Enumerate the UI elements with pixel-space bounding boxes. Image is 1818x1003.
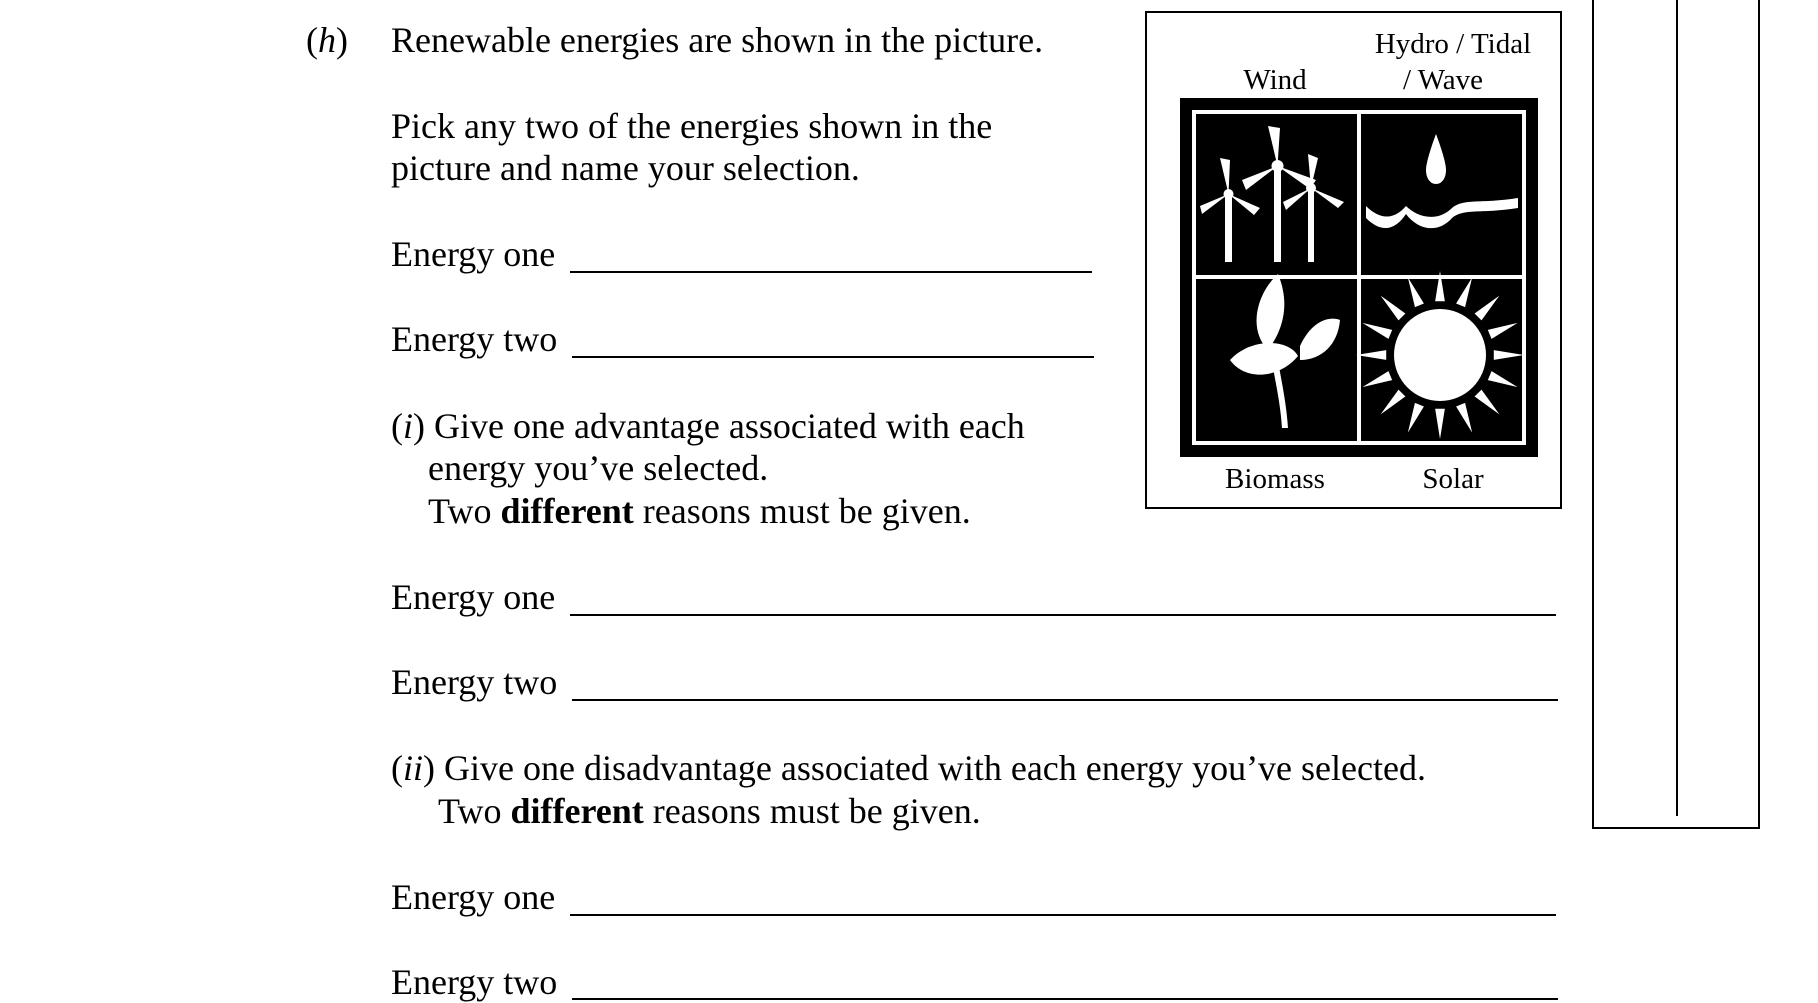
disadvantage-energy-one-answer-line[interactable] — [570, 914, 1556, 916]
part-label: (h) — [306, 20, 348, 60]
energy-one-label: Energy one — [391, 234, 556, 274]
sub-i-line3: Two different reasons must be given. — [428, 491, 971, 531]
figure-label-hydro-line2: / Wave — [1402, 64, 1484, 96]
pick-text-line1: Pick any two of the energies shown in the — [391, 106, 993, 146]
disadvantage-energy-two-answer-line[interactable] — [572, 998, 1558, 1000]
pick-text-line2: picture and name your selection. — [391, 148, 860, 188]
figure-label-solar: Solar — [1422, 463, 1484, 495]
advantage-energy-two-answer-line[interactable] — [572, 699, 1558, 701]
sub-i-line2: energy you’ve selected. — [428, 448, 769, 488]
disadvantage-energy-one-label: Energy one — [391, 877, 556, 917]
figure-label-wind: Wind — [1243, 64, 1307, 96]
disadvantage-energy-two-label: Energy two — [391, 962, 558, 1002]
marks-margin-rule — [1676, 0, 1678, 816]
sub-ii-line1: (ii) Give one disadvantage associated with each energy you’ve selected. — [391, 748, 1426, 788]
sub-i-line1: (i) Give one advantage associated with each — [391, 406, 1025, 446]
figure-label-biomass: Biomass — [1225, 463, 1325, 495]
energy-icons-grid — [1180, 98, 1538, 457]
advantage-energy-one-answer-line[interactable] — [570, 614, 1556, 616]
intro-text: Renewable energies are shown in the picture. — [391, 20, 1044, 60]
energy-one-answer-line[interactable] — [570, 271, 1092, 273]
advantage-energy-one-label: Energy one — [391, 577, 556, 617]
sun-icon — [1356, 271, 1524, 439]
energy-two-label: Energy two — [391, 319, 558, 359]
advantage-energy-two-label: Energy two — [391, 662, 558, 702]
sub-ii-line2: Two different reasons must be given. — [438, 791, 981, 831]
figure-label-hydro-line1: Hydro / Tidal — [1374, 28, 1532, 60]
energy-two-answer-line[interactable] — [572, 356, 1094, 358]
